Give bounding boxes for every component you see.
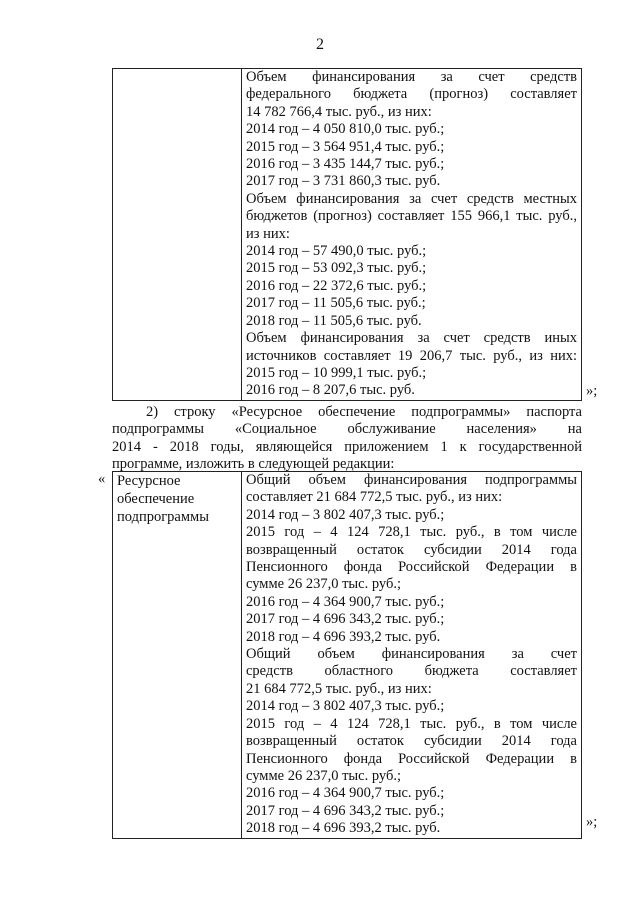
closing-quote-1: »;: [586, 383, 598, 399]
text-line: 2015 год – 3 564 951,4 тыс. руб.;: [246, 138, 445, 155]
text-line: Общий объем финансирования за счет: [246, 646, 577, 663]
label-line: Ресурсное: [117, 473, 181, 489]
text-line: 2016 год – 3 435 144,7 тыс. руб.;: [246, 156, 445, 173]
text-line: источников составляет 19 206,7 тыс. руб., из них:: [246, 347, 577, 364]
text-line: Пенсионного фонда Российской Федерации в: [246, 559, 577, 576]
text-line: сумме 26 237,0 тыс. руб.;: [246, 767, 402, 784]
text-line: составляет 21 684 772,5 тыс. руб., из них:: [246, 489, 503, 506]
text-line: программе, изложить в следующей редакции:: [112, 456, 395, 473]
table1-label-cell: [113, 69, 242, 401]
text-line: 2018 год – 4 696 393,2 тыс. руб.: [246, 628, 441, 645]
table1-content-cell: [242, 69, 582, 401]
text-line: Объем финансирования за счет средств: [246, 69, 577, 85]
text-line: 2) строку «Ресурсное обеспечение подпрограммы» паспорта: [146, 404, 582, 420]
text-line: федерального бюджета (прогноз) составляет: [246, 86, 577, 103]
closing-quote-2: »;: [586, 814, 598, 830]
text-line: Объем финансирования за счет средств иных: [246, 330, 577, 347]
text-line: 2014 год – 4 050 810,0 тыс. руб.;: [246, 121, 445, 138]
text-line: бюджетов (прогноз) составляет 155 966,1 тыс. руб.,: [246, 208, 577, 225]
text-line: 21 684 772,5 тыс. руб., из них:: [246, 680, 432, 697]
text-line: Пенсионного фонда Российской Федерации в: [246, 750, 577, 767]
opening-quote-2: «: [98, 471, 106, 487]
text-line: 2014 год – 3 802 407,3 тыс. руб.;: [246, 698, 445, 715]
text-line: 14 782 766,4 тыс. руб., из них:: [246, 103, 432, 120]
text-line: 2015 год – 53 092,3 тыс. руб.;: [246, 260, 427, 277]
text-line: 2017 год – 4 696 343,2 тыс. руб.;: [246, 802, 445, 819]
text-line: из них:: [246, 225, 290, 242]
text-line: возвращенный остаток субсидии 2014 года: [246, 733, 577, 750]
page-number: 2: [316, 36, 324, 53]
instruction-paragraph: [112, 404, 582, 474]
table2-content-cell: [242, 472, 582, 839]
text-line: Общий объем финансирования подпрограммы: [246, 472, 577, 488]
text-line: сумме 26 237,0 тыс. руб.;: [246, 576, 402, 593]
label-line: подпрограммы: [117, 509, 209, 525]
text-line: 2014 - 2018 годы, являющейся приложением 1 к государственной: [112, 438, 582, 455]
text-line: 2016 год – 8 207,6 тыс. руб.: [246, 382, 415, 399]
text-line: 2017 год – 11 505,6 тыс. руб.;: [246, 295, 426, 312]
text-line: 2015 год – 4 124 728,1 тыс. руб., в том числе: [246, 524, 577, 541]
financing-table-1: [112, 68, 582, 401]
text-line: 2018 год – 11 505,6 тыс. руб.: [246, 312, 422, 329]
text-line: 2016 год – 4 364 900,7 тыс. руб.;: [246, 593, 445, 610]
text-line: 2015 год – 10 999,1 тыс. руб.;: [246, 364, 427, 381]
text-line: 2016 год – 4 364 900,7 тыс. руб.;: [246, 785, 445, 802]
text-line: возвращенный остаток субсидии 2014 года: [246, 541, 577, 558]
text-line: 2018 год – 4 696 393,2 тыс. руб.: [246, 820, 441, 837]
table2-label-cell: [113, 472, 242, 839]
text-line: 2017 год – 4 696 343,2 тыс. руб.;: [246, 611, 445, 628]
text-line: Объем финансирования за счет средств местных: [246, 190, 577, 207]
text-line: 2015 год – 4 124 728,1 тыс. руб., в том числе: [246, 715, 577, 732]
financing-table-2: [112, 471, 582, 839]
text-line: 2014 год – 3 802 407,3 тыс. руб.;: [246, 506, 445, 523]
text-line: средств областного бюджета составляет: [246, 663, 577, 680]
text-line: 2014 год – 57 490,0 тыс. руб.;: [246, 243, 427, 260]
text-line: 2016 год – 22 372,6 тыс. руб.;: [246, 277, 427, 294]
text-line: подпрограммы «Социальное обслуживание населения» на: [112, 421, 582, 438]
text-line: 2017 год – 3 731 860,3 тыс. руб.: [246, 173, 441, 190]
label-line: обеспечение: [117, 491, 195, 507]
